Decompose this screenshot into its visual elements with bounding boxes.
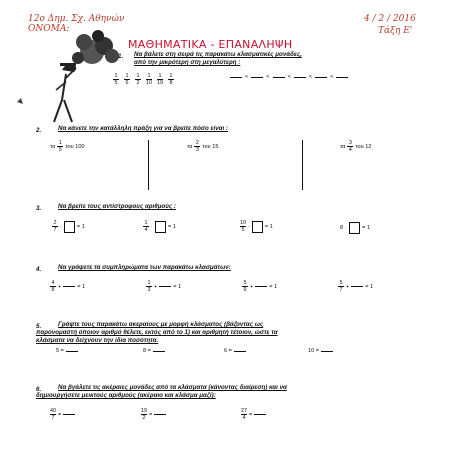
column-divider	[302, 140, 303, 190]
answer-slot[interactable]	[153, 351, 165, 352]
q5-item-1: 5 =	[56, 348, 78, 354]
q3-text: Να βρείτε τους αντίστροφους αριθμούς :	[58, 203, 176, 210]
q3-item-3: $\frac{10}{5}$ · = 1	[240, 220, 273, 233]
q1-text-line2: από την μικρότερη στη μεγαλύτερη :	[134, 59, 241, 66]
answer-slot[interactable]	[294, 77, 306, 78]
answer-slot[interactable]	[234, 351, 246, 352]
answer-slot[interactable]	[315, 77, 327, 78]
less-than-sign: <	[287, 74, 291, 80]
less-than-sign: <	[245, 74, 249, 80]
answer-slot[interactable]	[351, 286, 363, 287]
q1-fraction: $\frac{1}{19}$	[157, 73, 163, 86]
q1-fraction: $\frac{1}{5}$	[114, 73, 118, 86]
q4-item-3: $\frac{5}{9}$ + = 1	[243, 280, 278, 293]
q1-fraction-list	[113, 73, 174, 86]
q6-item-1: $\frac{40}{7}$ =	[50, 408, 75, 421]
q2-item-2: τα $\frac{2}{3}$ του 15	[187, 140, 219, 153]
less-than-sign: <	[308, 74, 313, 80]
less-than-sign: <	[266, 74, 270, 80]
answer-slot[interactable]	[336, 77, 348, 78]
answer-slot[interactable]	[254, 414, 266, 415]
q5-text-line2: παρονομαστή όποιον αριθμό θέλετε, εκτός από το 1) και αριθμητή τέτοιον, ώστε τα	[36, 329, 278, 336]
q5-number: 5.	[36, 323, 42, 330]
q2-text: Να κάνετε την κατάλληλη πράξη για να βρείτε πόσο είναι :	[58, 125, 228, 132]
q2-number: 2.	[36, 127, 42, 134]
less-than-sign: <	[330, 74, 334, 80]
q1-fraction: $\frac{1}{6}$	[125, 73, 129, 86]
q1-fraction: $\frac{1}{2}$	[136, 73, 140, 86]
name-label: ΟΝΟΜΑ:	[28, 24, 70, 34]
date: 4 / 2 / 2016	[364, 14, 416, 24]
q1-text-line1: Να βάλετε στη σειρά τις παρακάτω κλασματικές μονάδες,	[134, 51, 302, 58]
q3-item-4: 8 · = 1	[340, 222, 370, 234]
answer-slot[interactable]	[321, 351, 333, 352]
q2-item-1: τα $\frac{1}{5}$ του 100	[50, 140, 85, 153]
q5-item-4: 10 =	[308, 348, 333, 354]
q4-item-4: $\frac{5}{7}$ + = 1	[339, 280, 374, 293]
answer-slot[interactable]	[230, 77, 242, 78]
answer-slot[interactable]	[63, 414, 75, 415]
q5-text-line3: κλάσματα να δείχνουν την ίδια ποσότητα.	[36, 337, 159, 344]
answer-slot[interactable]	[255, 286, 267, 287]
answer-box[interactable]	[64, 221, 75, 233]
answer-box[interactable]	[349, 222, 360, 234]
q3-item-2: $\frac{1}{4}$ · = 1	[144, 220, 176, 233]
answer-slot[interactable]	[63, 286, 75, 287]
answer-box[interactable]	[155, 221, 166, 233]
q4-item-2: $\frac{1}{3}$ + = 1	[147, 280, 182, 293]
q1-number: 1.	[118, 53, 124, 60]
q6-text-line2: δημιουργήσετε μεικτούς αριθμούς (ακέραιο και κλάσμα μαζί):	[36, 392, 216, 399]
answer-slot[interactable]	[251, 77, 263, 78]
q4-text: Να γράψετε τα συμπληρώματα των παρακάτω κλασμάτων:	[58, 264, 231, 271]
column-divider	[148, 140, 149, 190]
q6-item-3: $\frac{27}{4}$ =	[241, 408, 266, 421]
q1-fraction: $\frac{1}{10}$	[146, 73, 152, 86]
q3-item-1: $\frac{2}{7}$ · = 1	[53, 220, 85, 233]
q6-item-2: $\frac{19}{2}$ =	[141, 408, 166, 421]
class-label: Τάξη Ε'	[378, 26, 413, 36]
q3-number: 3.	[36, 205, 42, 212]
q4-number: 4.	[36, 266, 42, 273]
q5-item-3: 6 =	[224, 348, 246, 354]
q1-fraction: $\frac{1}{8}$	[169, 73, 173, 86]
q6-number: 6.	[36, 386, 42, 393]
answer-box[interactable]	[252, 221, 263, 233]
q4-item-1: $\frac{4}{8}$ + = 1	[51, 280, 86, 293]
answer-slot[interactable]	[273, 77, 285, 78]
page-title: ΜΑΘΗΜΑΤΙΚΑ - ΕΠΑΝΑΛΗΨΗ	[128, 38, 293, 51]
q2-item-3: τα $\frac{3}{4}$ του 12	[340, 140, 372, 153]
q6-text-line1: Να βγάλετε τις ακέραιες μονάδες από τα κλάσματα (κάνοντας διαίρεση) και να	[58, 384, 287, 391]
answer-slot[interactable]	[154, 414, 166, 415]
q5-item-2: 8 =	[143, 348, 165, 354]
q1-answer-slots[interactable]	[230, 74, 348, 80]
answer-slot[interactable]	[66, 351, 78, 352]
school-name: 12ο Δημ. Σχ. Αθηνών	[28, 14, 125, 24]
answer-slot[interactable]	[159, 286, 171, 287]
q5-text-line1: Γράψτε τους παρακάτω ακεραίους με μορφή κλάσματος (βάζοντας ως	[58, 321, 264, 328]
